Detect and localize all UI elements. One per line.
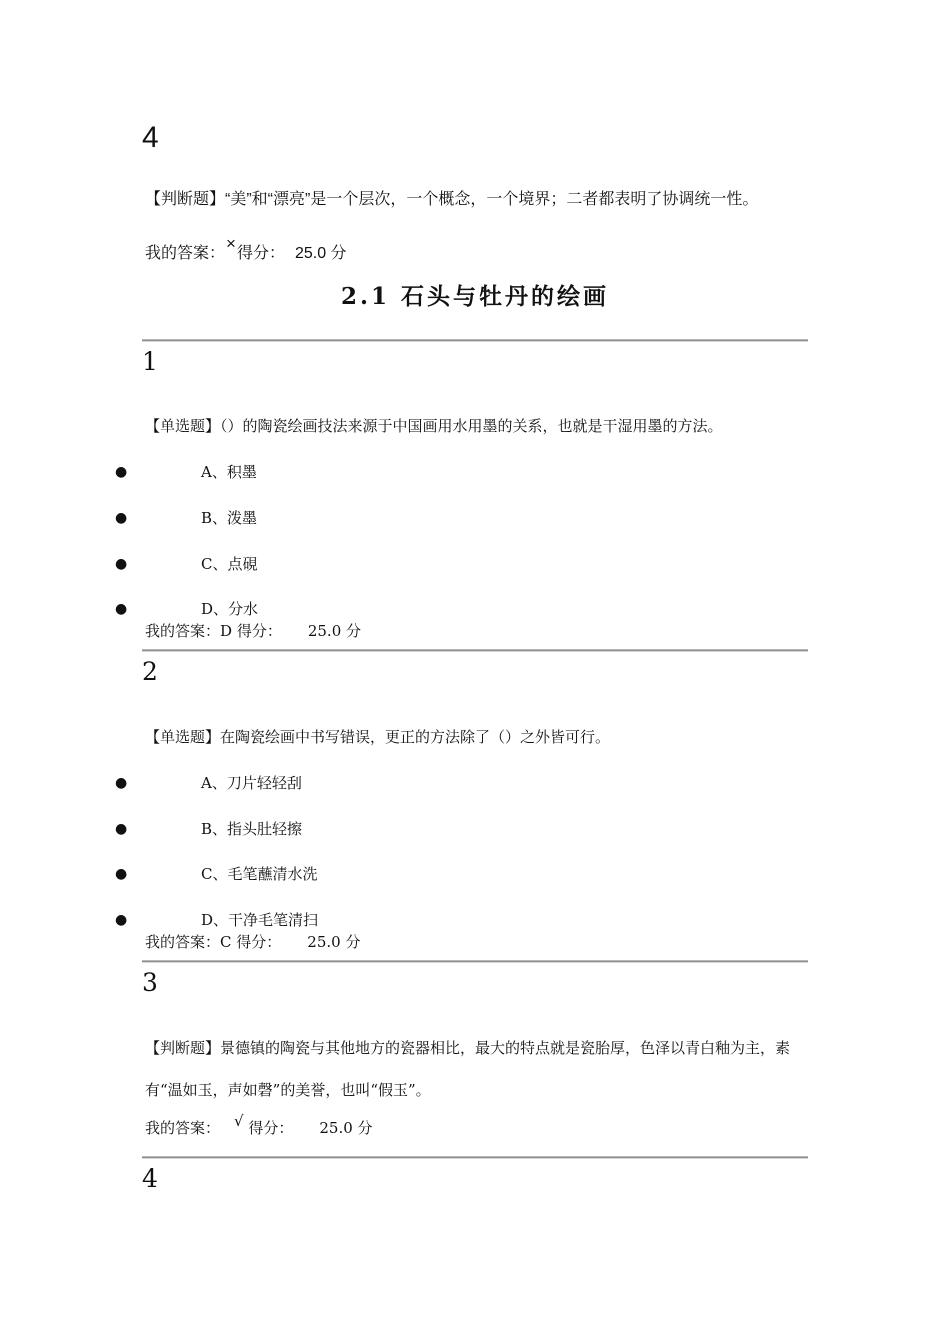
score-value: 25.0 分	[307, 933, 361, 951]
option-label: A、刀片轻轻刮	[201, 774, 302, 792]
answer-label: 我的答案：	[145, 1119, 221, 1137]
answer-line	[145, 234, 347, 266]
question-text: 【单选题】（）的陶瓷绘画技法来源于中国画用水用墨的关系，也就是干湿用墨的方法。	[145, 417, 723, 435]
question-number: 4	[142, 121, 159, 154]
score-value: 25.0 分	[294, 245, 347, 262]
bullet-icon: ●	[115, 775, 128, 791]
divider	[142, 1156, 808, 1157]
bullet-icon: ●	[115, 464, 128, 480]
score-label: 得分：	[236, 245, 285, 262]
wrong-mark-icon: ×	[226, 234, 236, 253]
question-text: 【单选题】在陶瓷绘画中书写错误，更正的方法除了（）之外皆可行。	[145, 728, 611, 746]
answer-line	[145, 931, 360, 953]
question-number: 4	[142, 1164, 158, 1193]
option-label: B、泼墨	[201, 509, 258, 527]
bullet-icon: ●	[115, 556, 128, 572]
answer-label: 我的答案：	[145, 622, 221, 640]
question-number: 1	[142, 347, 158, 376]
bullet-icon: ●	[115, 510, 128, 526]
section-number: 2.1	[340, 283, 390, 310]
bullet-icon: ●	[115, 821, 128, 837]
score-label: 得分：	[236, 622, 282, 640]
option-label: B、指头肚轻擦	[201, 820, 303, 838]
option-label: D、分水	[201, 600, 259, 618]
question-text: 【判断题】景德镇的陶瓷与其他地方的瓷器相比，最大的特点就是瓷胎厚，色泽以青白釉为主，素有“温如玉，声如磬”的美誉，也叫“假玉”。	[145, 1039, 791, 1099]
check-mark-icon: √	[234, 1112, 244, 1130]
score-label: 得分：	[248, 1119, 294, 1137]
score-value: 25.0 分	[319, 1119, 373, 1137]
bullet-icon: ●	[115, 601, 128, 617]
option-label: C、点硯	[201, 555, 258, 573]
section-heading	[0, 280, 950, 314]
answer-label: 我的答案：	[145, 245, 226, 262]
option-label: A、积墨	[201, 463, 257, 481]
question-text: 【判断题】“美”和“漂亮”是一个层次，一个概念，一个境界；二者都表明了协调统一性。	[145, 191, 759, 208]
answer-line	[145, 620, 361, 642]
section-title: 石头与牡丹的绘画	[401, 283, 610, 310]
divider	[142, 960, 808, 961]
bullet-icon: ●	[115, 866, 128, 882]
divider	[142, 339, 808, 340]
option-label: C、毛笔蘸清水洗	[201, 865, 318, 883]
answer-line	[145, 1112, 373, 1139]
score-label: 得分：	[236, 933, 282, 951]
question-number: 2	[142, 657, 158, 686]
option-label: D、干净毛笔清扫	[201, 911, 319, 929]
score-value: 25.0 分	[307, 622, 362, 640]
answer-value: C	[220, 933, 232, 951]
answer-label: 我的答案：	[145, 933, 221, 951]
bullet-icon: ●	[115, 912, 128, 928]
question-number: 3	[142, 968, 158, 997]
divider	[142, 649, 808, 650]
answer-value: D	[220, 622, 233, 640]
